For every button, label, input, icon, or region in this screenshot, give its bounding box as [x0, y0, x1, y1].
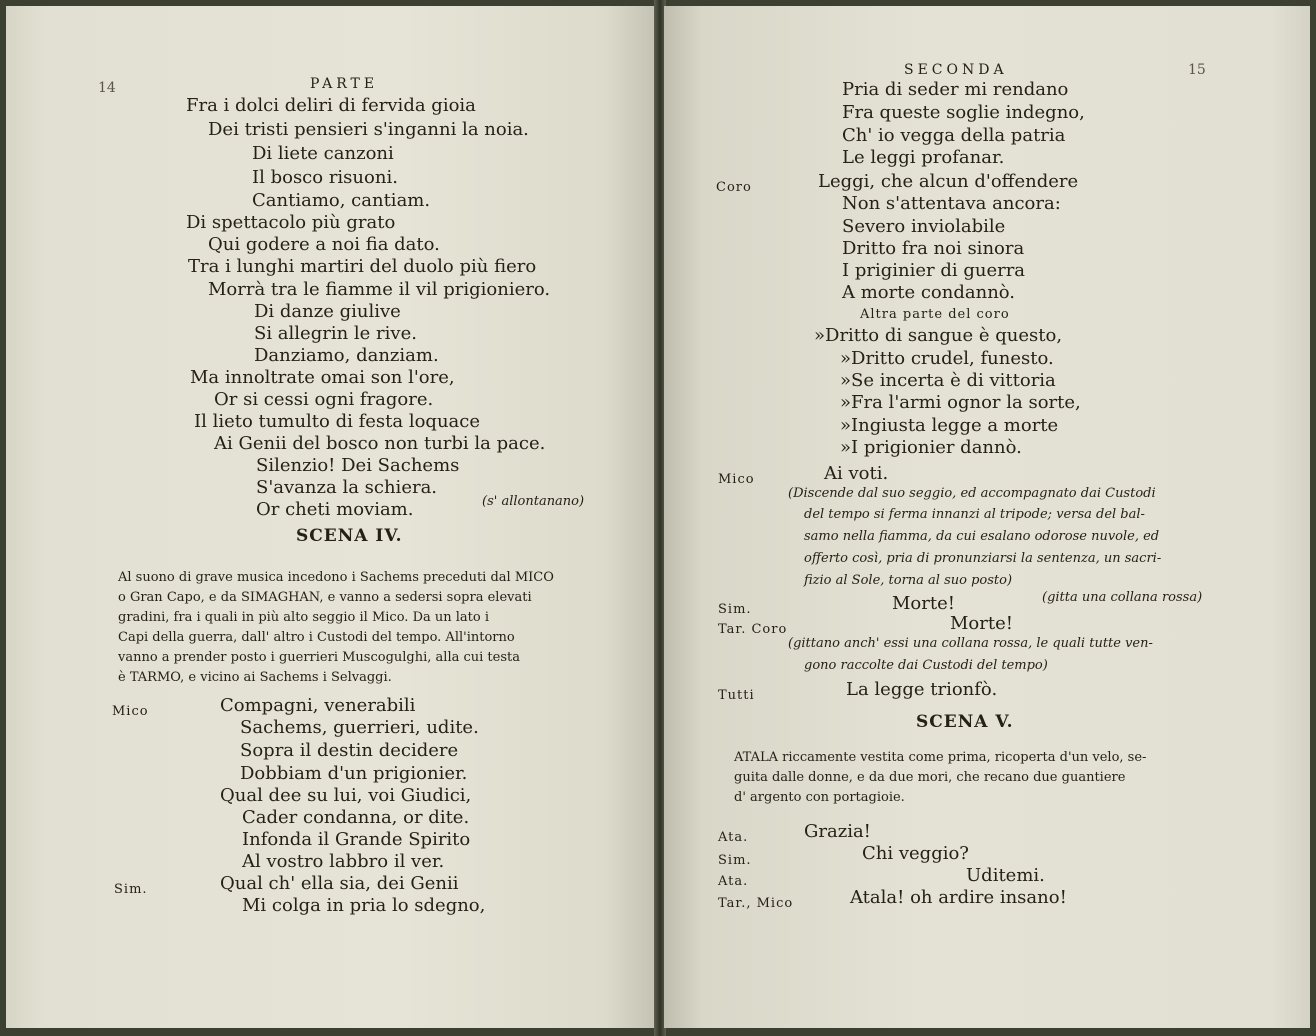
right-page [664, 6, 1310, 1028]
part-label: Altra parte del coro [860, 307, 1010, 322]
stage-direction-line: fizio al Sole, torna al suo posto) [804, 573, 1013, 588]
verse-line: Leggi, che alcun d'offendere [818, 171, 1079, 192]
scene-title: SCENA IV. [296, 526, 403, 546]
stage-direction-line: offerto così, pria di pronunziarsi la sentenza, un sacri- [804, 551, 1162, 566]
verse-line: »Fra l'armi ognor la sorte, [840, 392, 1081, 413]
scene-description-line: o Gran Capo, e da SIMAGHAN, e vanno a sedersi sopra elevati [118, 590, 532, 605]
verse-line: Chi veggio? [862, 843, 969, 864]
verse-line: Ai Genii del bosco non turbi la pace. [214, 433, 546, 454]
verse-line: Grazia! [804, 821, 871, 842]
speaker-label: Coro [716, 180, 752, 195]
verse-line: Qual ch' ella sia, dei Genii [220, 873, 459, 894]
speaker-label: Tutti [718, 688, 755, 703]
scene-description-line: è TARMO, e vicino ai Sachems i Selvaggi. [118, 670, 392, 685]
stage-direction-line: gono raccolte dai Custodi del tempo) [804, 658, 1048, 673]
speaker-label: Sim. [114, 882, 148, 897]
verse-line: Mi colga in pria lo sdegno, [242, 895, 486, 916]
verse-line: Dritto fra noi sinora [842, 238, 1025, 259]
verse-line: Atala! oh ardire insano! [850, 887, 1067, 908]
running-head: PARTE [310, 76, 379, 92]
verse-line: Ai voti. [824, 463, 889, 484]
scene-description-line: gradini, fra i quali in più alto seggio il Mico. Da un lato i [118, 610, 490, 625]
speaker-label: Ata. [718, 830, 749, 845]
scene-description-line: vanno a prender posto i guerrieri Muscogulghi, alla cui testa [118, 650, 520, 665]
verse-line: Qual dee su lui, voi Giudici, [220, 785, 472, 806]
speaker-label: Sim. [718, 602, 752, 617]
verse-line: Cantiamo, cantiam. [252, 190, 431, 211]
verse-line: Al vostro labbro il ver. [242, 851, 445, 872]
verse-line: Or si cessi ogni fragore. [214, 389, 434, 410]
verse-line: Di danze giulive [254, 301, 401, 322]
verse-line: Uditemi. [966, 865, 1045, 886]
verse-line: Dei tristi pensieri s'inganni la noia. [208, 119, 529, 140]
stage-direction-line: samo nella fiamma, da cui esalano odorose nuvole, ed [804, 529, 1160, 544]
scene-description-line: guita dalle donne, e da due mori, che recano due guantiere [734, 770, 1126, 785]
verse-line: Ma innoltrate omai son l'ore, [190, 367, 455, 388]
stage-direction-line: (gittano anch' essi una collana rossa, le quali tutte ven- [788, 636, 1153, 651]
verse-line: Danziamo, danziam. [254, 345, 439, 366]
verse-line: Tra i lunghi martiri del duolo più fiero [188, 256, 537, 277]
verse-line: Sachems, guerrieri, udite. [240, 717, 479, 738]
verse-line: »Dritto di sangue è questo, [814, 325, 1063, 346]
speaker-label: Tar., Mico [718, 896, 794, 911]
verse-line: Ch' io vegga della patria [842, 125, 1066, 146]
verse-line: S'avanza la schiera. [256, 477, 438, 498]
verse-line: Sopra il destin decidere [240, 740, 459, 761]
verse-line: Fra i dolci deliri di fervida gioia [186, 95, 476, 116]
scene-description-line: Capi della guerra, dall' altro i Custodi del tempo. All'intorno [118, 630, 515, 645]
verse-line: Le leggi profanar. [842, 147, 1005, 168]
verse-line: Di liete canzoni [252, 143, 394, 164]
page-number: 14 [98, 80, 116, 96]
verse-line: Il lieto tumulto di festa loquace [194, 411, 480, 432]
verse-line: Il bosco risuoni. [252, 167, 398, 188]
verse-line: Qui godere a noi fia dato. [208, 234, 440, 255]
verse-line: La legge trionfò. [846, 679, 998, 700]
speaker-label: Sim. [718, 853, 752, 868]
stage-direction: (gitta una collana rossa) [1042, 590, 1203, 605]
page-number: 15 [1188, 62, 1206, 78]
verse-line: Severo inviolabile [842, 216, 1006, 237]
scene-description-line: d' argento con portagioie. [734, 790, 905, 805]
verse-line: A morte condannò. [842, 282, 1016, 303]
scene-description-line: Al suono di grave musica incedono i Sachems preceduti dal MICO [118, 570, 554, 585]
verse-line: »Dritto crudel, funesto. [840, 348, 1054, 369]
verse-line: Infonda il Grande Spirito [242, 829, 471, 850]
speaker-label: Mico [718, 472, 755, 487]
verse-line: Si allegrin le rive. [254, 323, 417, 344]
speaker-label: Tar. Coro [718, 622, 788, 637]
verse-line: »I prigionier dannò. [840, 437, 1022, 458]
speaker-label: Ata. [718, 874, 749, 889]
verse-line: Pria di seder mi rendano [842, 79, 1069, 100]
scene-description-line: ATALA riccamente vestita come prima, ricoperta d'un velo, se- [734, 750, 1147, 765]
verse-line: Or cheti moviam. [256, 499, 414, 520]
verse-line: Morte! [950, 613, 1013, 634]
verse-line: »Ingiusta legge a morte [840, 415, 1059, 436]
verse-line: Fra queste soglie indegno, [842, 102, 1085, 123]
speaker-label: Mico [112, 704, 149, 719]
verse-line: Cader condanna, or dite. [242, 807, 470, 828]
stage-direction: (s' allontanano) [482, 494, 585, 509]
verse-line: Morte! [892, 593, 955, 614]
verse-line: Dobbiam d'un prigionier. [240, 763, 468, 784]
verse-line: Morrà tra le fiamme il vil prigioniero. [208, 279, 551, 300]
stage-direction-line: del tempo si ferma innanzi al tripode; versa del bal- [804, 507, 1145, 522]
verse-line: I priginier di guerra [842, 260, 1026, 281]
verse-line: Compagni, venerabili [220, 695, 416, 716]
left-page [6, 6, 656, 1028]
stage-direction-line: (Discende dal suo seggio, ed accompagnato dai Custodi [788, 486, 1156, 501]
running-head: SECONDA [904, 62, 1008, 78]
scene-title: SCENA V. [916, 712, 1014, 732]
verse-line: Di spettacolo più grato [186, 212, 396, 233]
verse-line: Silenzio! Dei Sachems [256, 455, 460, 476]
verse-line: Non s'attentava ancora: [842, 193, 1061, 214]
verse-line: »Se incerta è di vittoria [840, 370, 1056, 391]
